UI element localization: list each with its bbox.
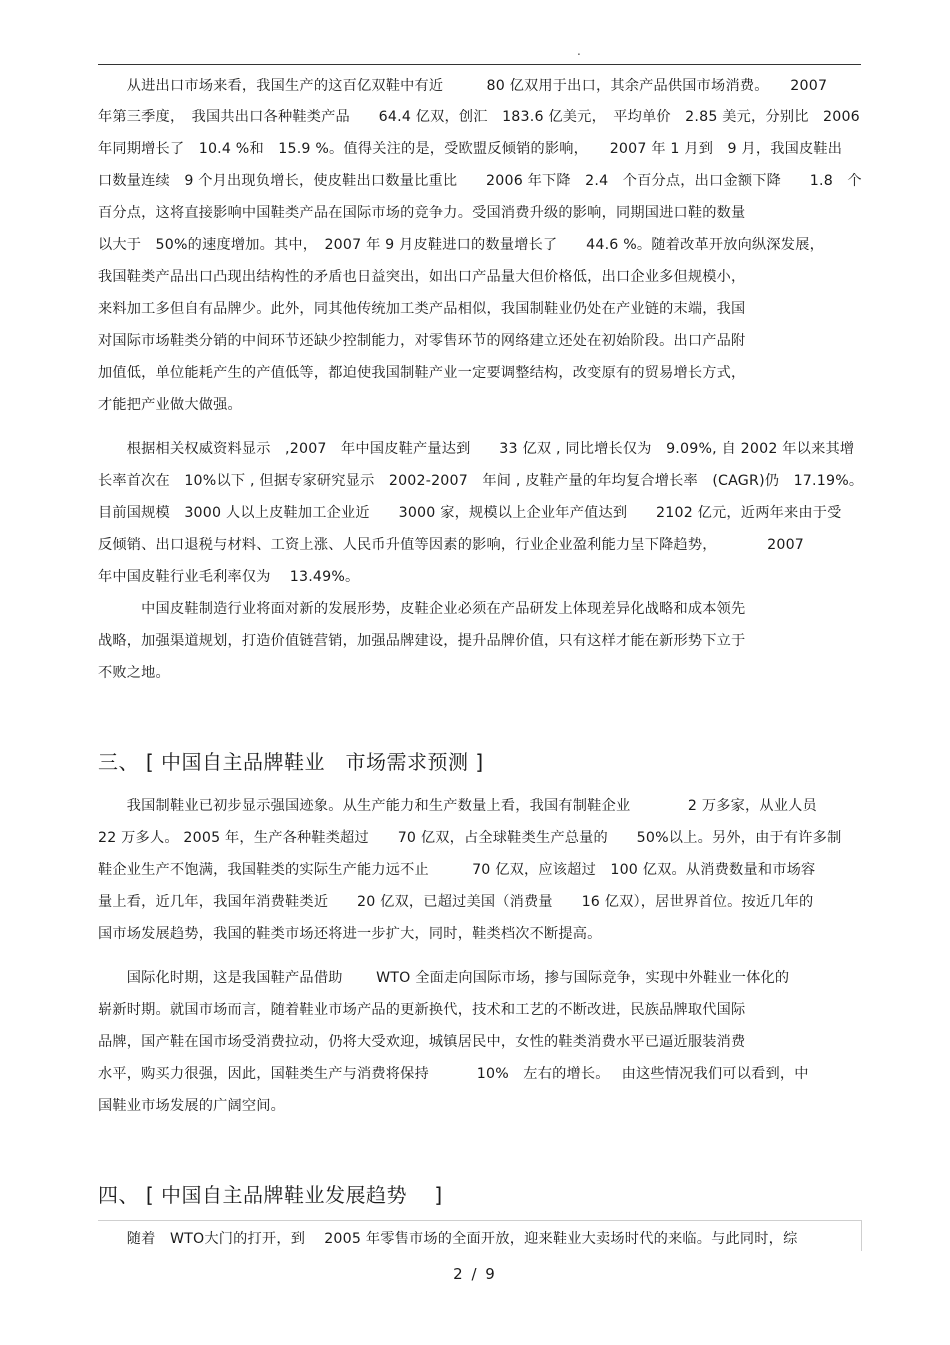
paragraph-line: 鞋企业生产不饱满，我国鞋类的实际生产能力远不止 70 亿双，应该超过 100 亿双。从消费数量和市场容 [98, 862, 816, 878]
paragraph-line: 国鞋业市场发展的广阔空间。 [98, 1098, 286, 1114]
paragraph-line: 根据相关权威资料显示 ,2007 年中国皮鞋产量达到 33 亿双 , 同比增长仅为 9.09%, 自 2002 年以来其增 [98, 441, 855, 457]
paragraph-line: 对国际市场鞋类分销的中间环节还缺少控制能力，对零售环节的网络建立还处在初始阶段。出口产品附 [98, 333, 746, 349]
paragraph-line: 战略，加强渠道规划，打造价值链营销，加强品牌建设，提升品牌价值，只有这样才能在新形势下立于 [98, 633, 746, 649]
paragraph-line: 年第三季度， 我国共出口各种鞋类产品 64.4 亿双，创汇 183.6 亿美元， 平均单价 2.85 美元，分别比 2006 [98, 109, 860, 125]
paragraph-line: 年中国皮鞋行业毛利率仅为 13.49%。 [98, 569, 360, 585]
paragraph-line: 随着 WTO大门的打开，到 2005 年零售市场的全面开放，迎来鞋业大卖场时代的来临。与此同时，综 [98, 1231, 798, 1247]
paragraph-line: 加值低，单位能耗产生的产值低等，都迫使我国制鞋产业一定要调整结构，改变原有的贸易增长方式， [98, 365, 746, 381]
paragraph-line: 长率首次在 10%以下 , 但据专家研究显示 2002-2007 年间 , 皮鞋产量的年均复合增长率 (CAGR)仍 17.19%。 [98, 473, 864, 489]
page-number: 2 / 9 [453, 1265, 497, 1283]
paragraph-line: 以大于 50%的速度增加。其中， 2007 年 9 月皮鞋进口的数量增长了 44.6 %。随着改革开放向纵深发展， [98, 237, 824, 253]
paragraph-line: 反倾销、出口退税与材料、工资上涨、人民币升值等因素的影响，行业企业盈利能力呈下降趋势， 2007 [98, 537, 805, 553]
header-dot: . [577, 44, 581, 58]
section-heading: 三、 [ 中国自主品牌鞋业 市场需求预测 ] [98, 750, 484, 774]
paragraph-line: 崭新时期。就国市场而言，随着鞋业市场产品的更新换代，技术和工艺的不断改进，民族品牌取代国际 [98, 1002, 746, 1018]
paragraph-line: 我国鞋类产品出口凸现出结构性的矛盾也日益突出，如出口产品量大但价格低，出口企业多但规模小， [98, 269, 746, 285]
paragraph-line: 我国制鞋业已初步显示强国迹象。从生产能力和生产数量上看，我国有制鞋企业 2 万多家，从业人员 [98, 798, 817, 814]
paragraph-line: 从进出口市场来看，我国生产的这百亿双鞋中有近 80 亿双用于出口，其余产品供国市场消费。 2007 [98, 78, 828, 94]
paragraph-line: 才能把产业做大做强。 [98, 397, 242, 413]
header-rule [98, 64, 861, 65]
paragraph-line: 百分点，这将直接影响中国鞋类产品在国际市场的竞争力。受国消费升级的影响，同期国进口鞋的数量 [98, 205, 746, 221]
paragraph-line: 目前国规模 3000 人以上皮鞋加工企业近 3000 家，规模以上企业年产值达到 2102 亿元，近两年来由于受 [98, 505, 842, 521]
paragraph-line: 量上看，近几年，我国年消费鞋类近 20 亿双，已超过美国（消费量 16 亿双），居世界首位。按近几年的 [98, 894, 814, 910]
paragraph-line: 口数量连续 9 个月出现负增长，使皮鞋出口数量比重比 2006 年下降 2.4 个百分点，出口金额下降 1.8 个 [98, 173, 862, 189]
paragraph-line: 年同期增长了 10.4 %和 15.9 %。值得关注的是，受欧盟反倾销的影响， 2007 年 1 月到 9 月，我国皮鞋出 [98, 141, 843, 157]
paragraph-line: 来料加工多但自有品牌少。此外，同其他传统加工类产品相似，我国制鞋业仍处在产业链的末端，我国 [98, 301, 746, 317]
section-heading: 四、 [ 中国自主品牌鞋业发展趋势 ] [98, 1183, 443, 1207]
paragraph-line: 22 万多人。 2005 年，生产各种鞋类超过 70 亿双，占全球鞋类生产总量的 50%以上。另外，由于有许多制 [98, 830, 842, 846]
paragraph-line: 中国皮鞋制造行业将面对新的发展形势，皮鞋企业必须在产品研发上体现差异化战略和成本领先 [98, 601, 746, 617]
paragraph-line: 不败之地。 [98, 665, 170, 681]
paragraph-line: 国市场发展趋势，我国的鞋类市场还将进一步扩大，同时，鞋类档次不断提高。 [98, 926, 602, 942]
paragraph-line: 水平，购买力很强，因此，国鞋类生产与消费将保持 10% 左右的增长。 由这些情况我们可以看到，中 [98, 1066, 809, 1082]
paragraph-line: 国际化时期，这是我国鞋产品借助 WTO 全面走向国际市场，掺与国际竞争，实现中外鞋业一体化的 [98, 970, 790, 986]
paragraph-line: 品牌，国产鞋在国市场受消费拉动，仍将大受欢迎，城镇居民中，女性的鞋类消费水平已逼近服装消费 [98, 1034, 746, 1050]
